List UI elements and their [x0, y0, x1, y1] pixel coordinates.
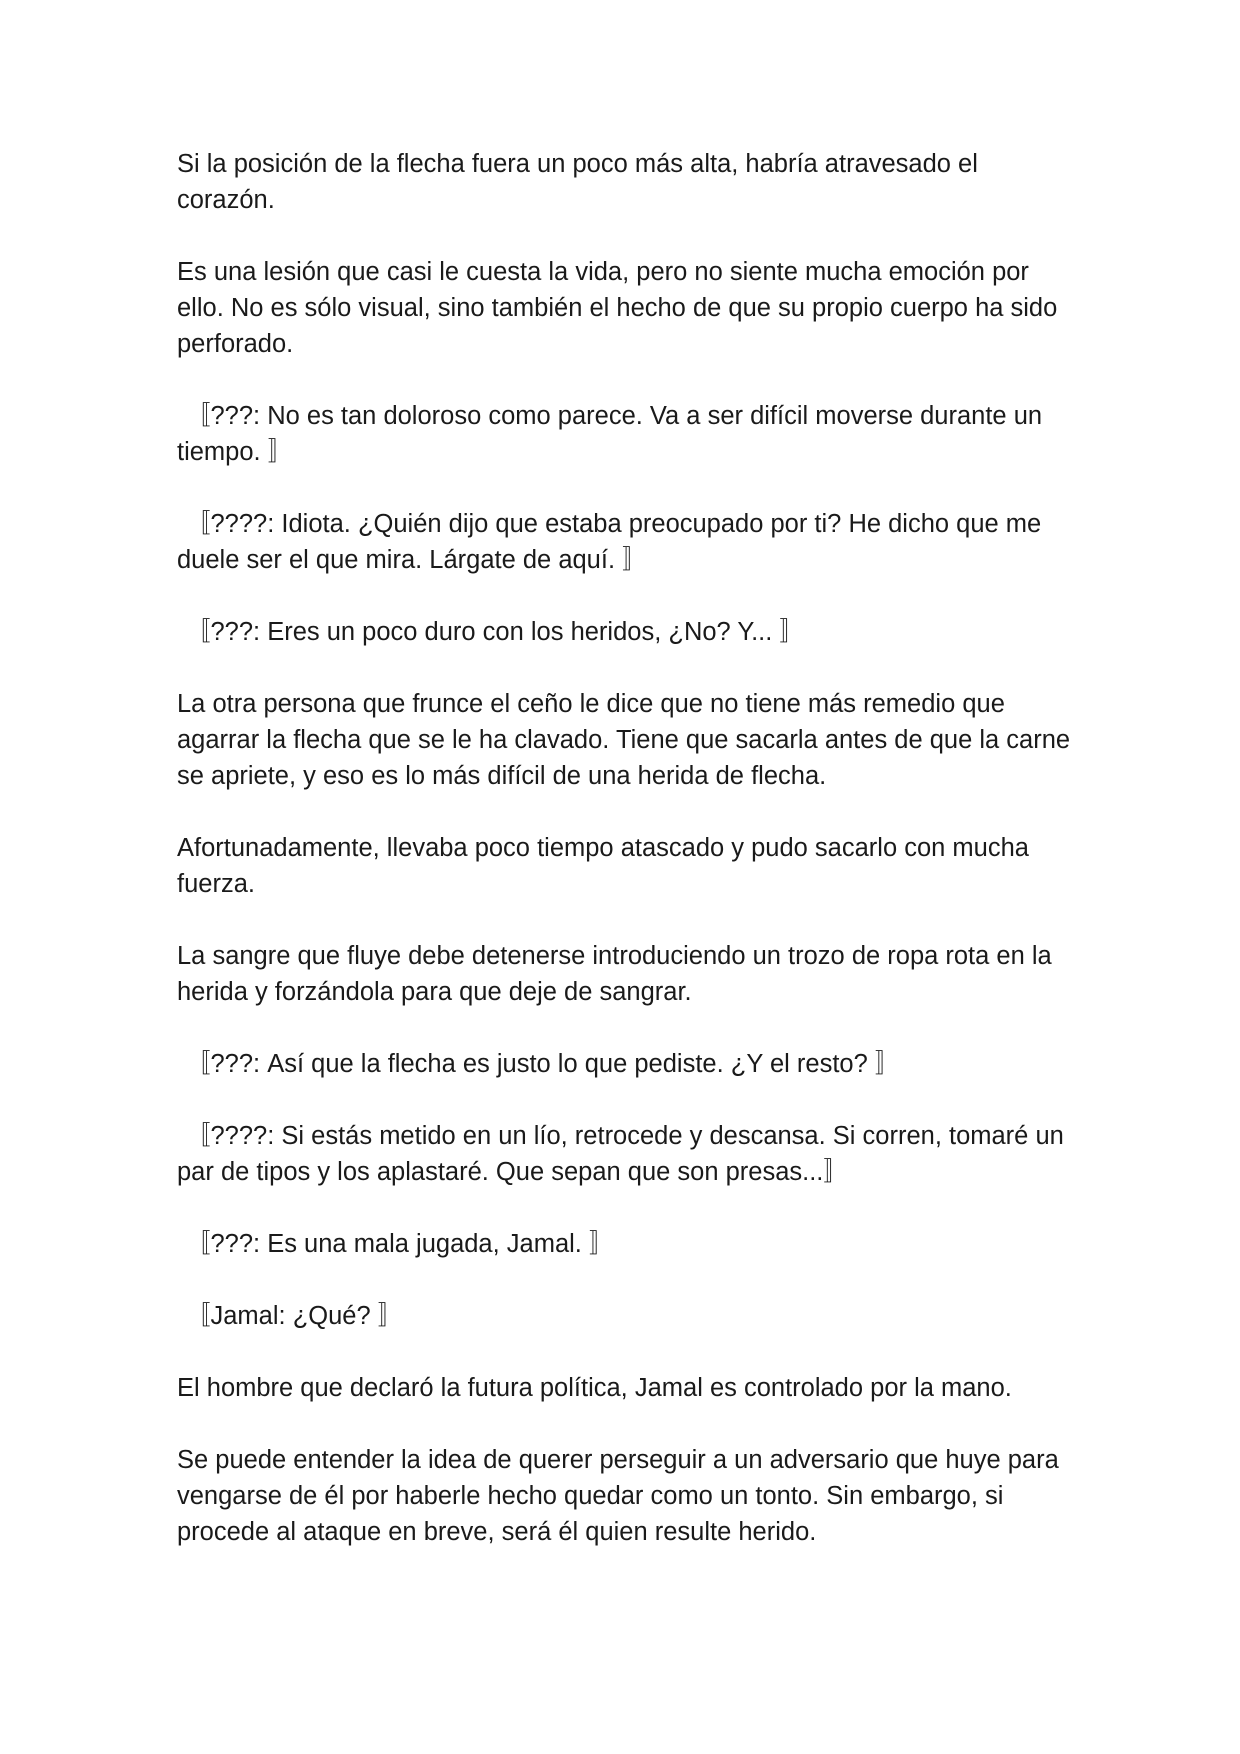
paragraph-dialogue: 〚???: Así que la flecha es justo lo que pediste. ¿Y el resto? 〛: [185, 1050, 901, 1078]
document-body: [177, 146, 1077, 1586]
paragraph-narration: Es una lesión que casi le cuesta la vida, pero no siente mucha emoción por ello. No es sólo visual, sino también el hecho de que su propio cuerpo ha sido perforado.: [177, 258, 1058, 358]
paragraph-dialogue: 〚????: Si estás metido en un lío, retrocede y descansa. Si corren, tomaré un par de tipos y los aplastaré. Que sepan que son presas...〛: [177, 1122, 1064, 1186]
paragraph-narration: La sangre que fluye debe detenerse introduciendo un trozo de ropa rota en la herida y forzándola para que deje de sangrar.: [177, 942, 1052, 1006]
paragraph-dialogue: 〚????: Idiota. ¿Quién dijo que estaba preocupado por ti? He dicho que me duele ser el que mira. Lárgate de aquí. 〛: [177, 510, 1042, 574]
paragraph-narration: La otra persona que frunce el ceño le dice que no tiene más remedio que agarrar la flecha que se le ha clavado. Tiene que sacarla antes de que la carne se apriete, y eso es lo más difícil de una herida de flecha.: [177, 690, 1071, 790]
paragraph-dialogue: 〚???: No es tan doloroso como parece. Va a ser difícil moverse durante un tiempo. 〛: [177, 402, 1043, 466]
paragraph-dialogue: 〚???: Es una mala jugada, Jamal. 〛: [185, 1230, 615, 1258]
paragraph-narration: Se puede entender la idea de querer perseguir a un adversario que huye para vengarse de él por haberle hecho quedar como un tonto. Sin embargo, si procede al ataque en breve, será él quien resulte herido.: [177, 1446, 1059, 1546]
paragraph-narration: Afortunadamente, llevaba poco tiempo atascado y pudo sacarlo con mucha fuerza.: [177, 834, 1029, 898]
paragraph-narration: El hombre que declaró la futura política, Jamal es controlado por la mano.: [177, 1374, 1012, 1402]
paragraph-narration: Si la posición de la flecha fuera un poco más alta, habría atravesado el corazón.: [177, 150, 978, 214]
paragraph-dialogue: 〚Jamal: ¿Qué? 〛: [185, 1302, 404, 1330]
paragraph-dialogue: 〚???: Eres un poco duro con los heridos, ¿No? Y... 〛: [185, 618, 805, 646]
